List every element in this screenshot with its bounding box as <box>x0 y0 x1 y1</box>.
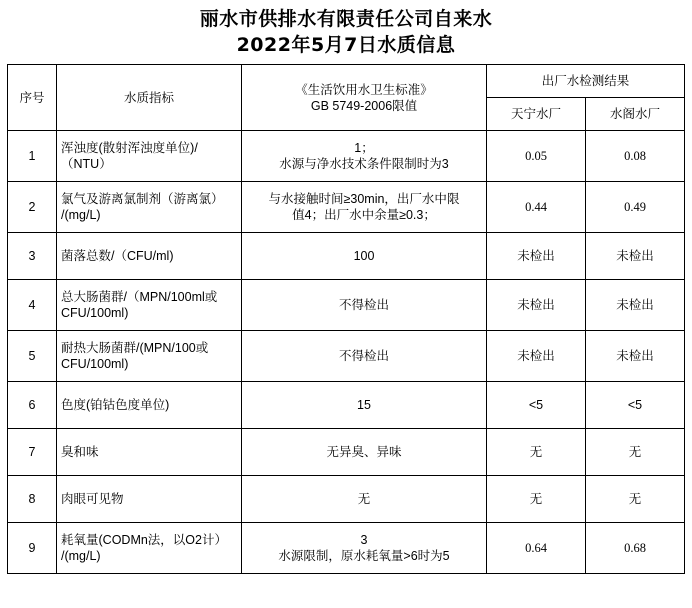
cell-indicator <box>57 429 242 476</box>
table-header-row-1 <box>8 65 685 98</box>
cell-standard-line1: 不得检出 <box>338 349 389 363</box>
cell-indicator-line1: 肉眼可见物 <box>61 492 124 506</box>
page-title-line1: 丽水市供排水有限责任公司自来水 <box>199 8 493 30</box>
cell-indicator <box>57 280 242 331</box>
cell-no: 2 <box>8 182 57 233</box>
cell-result-tianning: 0.64 <box>487 523 586 574</box>
cell-result-shuige: 0.08 <box>586 131 685 182</box>
header-result-group: 出厂水检测结果 <box>487 65 685 98</box>
cell-indicator-line2: /(mg/L) <box>61 549 101 563</box>
cell-no: 1 <box>8 131 57 182</box>
cell-result-tianning: 未检出 <box>487 280 586 331</box>
cell-standard-line1: 3 <box>360 533 368 547</box>
cell-indicator <box>57 131 242 182</box>
cell-standard-line1: 与水接触时间≥30min，出厂水中限 <box>268 192 460 206</box>
cell-result-shuige: 未检出 <box>586 280 685 331</box>
cell-standard <box>242 476 487 523</box>
cell-standard <box>242 182 487 233</box>
table-body <box>8 131 685 574</box>
cell-standard <box>242 331 487 382</box>
header-standard <box>242 65 487 131</box>
cell-standard <box>242 131 487 182</box>
page-title-line2: 2022年5月7日水质信息 <box>236 34 456 56</box>
cell-no: 9 <box>8 523 57 574</box>
cell-result-tianning: 未检出 <box>487 331 586 382</box>
cell-no: 7 <box>8 429 57 476</box>
cell-indicator <box>57 523 242 574</box>
report-title-block <box>0 0 692 58</box>
cell-indicator-line1: 氯气及游离氯制剂（游离氯） <box>61 192 224 206</box>
cell-standard <box>242 523 487 574</box>
table-row <box>8 476 685 523</box>
cell-result-shuige: 未检出 <box>586 233 685 280</box>
cell-standard-line1: 1； <box>354 141 374 155</box>
header-standard-line2: GB 5749-2006限值 <box>310 98 418 113</box>
table-row <box>8 523 685 574</box>
table-row <box>8 280 685 331</box>
cell-indicator-line1: 耗氧量(CODMn法，以O2计） <box>61 533 227 547</box>
cell-standard <box>242 233 487 280</box>
cell-standard-line1: 不得检出 <box>338 298 389 312</box>
cell-indicator-line1: 菌落总数/（CFU/ml) <box>61 249 174 263</box>
cell-no: 6 <box>8 382 57 429</box>
cell-result-shuige: <5 <box>586 382 685 429</box>
cell-result-tianning: 未检出 <box>487 233 586 280</box>
cell-standard-line1: 无 <box>357 492 371 506</box>
cell-indicator-line2: CFU/100ml) <box>61 357 129 371</box>
cell-result-tianning: 0.44 <box>487 182 586 233</box>
cell-standard-line2: 水源与净水技术条件限制时为3 <box>279 157 449 171</box>
cell-standard-line1: 100 <box>353 249 375 263</box>
table-row <box>8 233 685 280</box>
table-row <box>8 429 685 476</box>
cell-result-shuige: 无 <box>586 429 685 476</box>
cell-indicator <box>57 382 242 429</box>
water-quality-table <box>7 64 685 574</box>
cell-standard-line2: 水源限制，原水耗氧量>6时为5 <box>278 549 450 563</box>
cell-indicator-line1: 浑浊度(散射浑浊度单位)/ <box>61 141 198 155</box>
table-header <box>8 65 685 131</box>
header-plant-tianning: 天宁水厂 <box>487 98 586 131</box>
cell-no: 4 <box>8 280 57 331</box>
cell-no: 5 <box>8 331 57 382</box>
cell-standard <box>242 280 487 331</box>
cell-indicator <box>57 233 242 280</box>
cell-no: 8 <box>8 476 57 523</box>
cell-result-shuige: 0.49 <box>586 182 685 233</box>
cell-result-tianning: <5 <box>487 382 586 429</box>
table-row <box>8 182 685 233</box>
cell-result-tianning: 无 <box>487 429 586 476</box>
cell-standard <box>242 429 487 476</box>
table-row <box>8 131 685 182</box>
table-row <box>8 382 685 429</box>
cell-indicator <box>57 331 242 382</box>
header-indicator: 水质指标 <box>57 65 242 131</box>
header-standard-line1: 《生活饮用水卫生标准》 <box>295 82 433 97</box>
cell-indicator-line1: 色度(铂钴色度单位) <box>61 398 170 412</box>
cell-indicator-line2: CFU/100ml) <box>61 306 129 320</box>
cell-result-shuige: 0.68 <box>586 523 685 574</box>
cell-result-tianning: 0.05 <box>487 131 586 182</box>
cell-result-tianning: 无 <box>487 476 586 523</box>
cell-indicator-line2: /(mg/L) <box>61 208 101 222</box>
table-row <box>8 331 685 382</box>
cell-indicator <box>57 182 242 233</box>
cell-result-shuige: 未检出 <box>586 331 685 382</box>
cell-standard-line2: 值4；出厂水中余量≥0.3； <box>292 208 436 222</box>
header-plant-shuige: 水阁水厂 <box>586 98 685 131</box>
cell-indicator-line2: （NTU） <box>61 157 112 171</box>
header-no: 序号 <box>8 65 57 131</box>
cell-indicator-line1: 臭和味 <box>61 445 99 459</box>
cell-indicator-line1: 总大肠菌群/（MPN/100ml或 <box>61 290 218 304</box>
cell-no: 3 <box>8 233 57 280</box>
cell-standard-line1: 无异臭、异味 <box>326 445 402 459</box>
cell-indicator-line1: 耐热大肠菌群/(MPN/100或 <box>61 341 209 355</box>
cell-result-shuige: 无 <box>586 476 685 523</box>
cell-standard <box>242 382 487 429</box>
cell-indicator <box>57 476 242 523</box>
cell-standard-line1: 15 <box>357 398 371 412</box>
